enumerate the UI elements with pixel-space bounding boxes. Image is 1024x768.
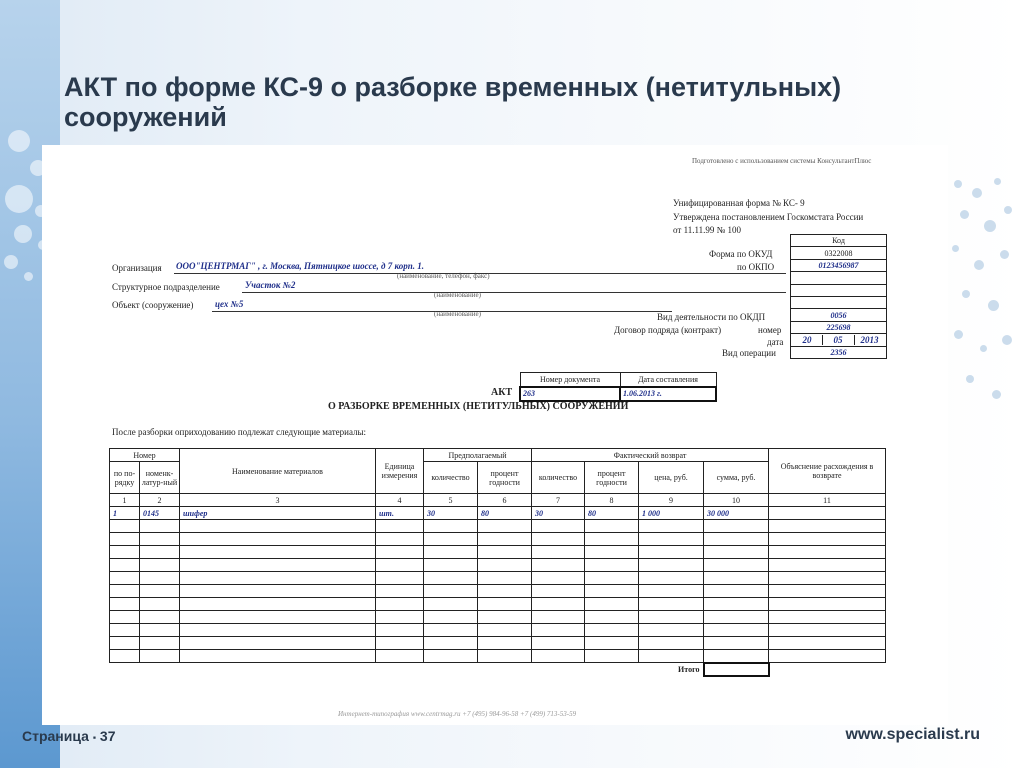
date-day: 20 xyxy=(793,335,823,345)
after-text: После разборки оприходованию подлежат следующие материалы: xyxy=(112,427,367,437)
empty-cell xyxy=(180,520,376,533)
empty-cell xyxy=(110,520,140,533)
empty-cell xyxy=(376,624,424,637)
empty-cell xyxy=(704,559,769,572)
table-row xyxy=(110,650,886,663)
empty-cell xyxy=(110,624,140,637)
code-row-5 xyxy=(791,296,887,308)
document-scan xyxy=(42,145,948,725)
empty-cell xyxy=(376,598,424,611)
date-year: 2013 xyxy=(860,334,879,345)
table-row xyxy=(110,585,886,598)
empty-cell xyxy=(110,598,140,611)
empty-cell xyxy=(532,585,585,598)
cell-price: 1 000 xyxy=(639,507,704,520)
empty-cell xyxy=(585,637,639,650)
code-contract-number: 225698 xyxy=(791,321,887,333)
empty-cell xyxy=(585,572,639,585)
empty-cell xyxy=(376,520,424,533)
empty-cell xyxy=(769,624,886,637)
division-label: Структурное подразделение xyxy=(112,282,220,292)
empty-cell xyxy=(424,585,478,598)
empty-cell xyxy=(424,637,478,650)
empty-cell xyxy=(180,598,376,611)
materials-table xyxy=(109,448,886,677)
empty-cell xyxy=(704,585,769,598)
cell-pct-fact: 80 xyxy=(585,507,639,520)
unified-form-label: Унифицированная форма № КС- 9 xyxy=(673,198,805,208)
empty-cell xyxy=(639,520,704,533)
empty-cell xyxy=(478,650,532,663)
empty-cell xyxy=(769,546,886,559)
empty-cell xyxy=(376,533,424,546)
table-row xyxy=(110,533,886,546)
total-label: Итого xyxy=(678,664,700,674)
empty-cell xyxy=(140,598,180,611)
empty-cell xyxy=(532,650,585,663)
page-number xyxy=(22,728,116,744)
col-number: 4 xyxy=(376,494,424,507)
empty-cell xyxy=(424,598,478,611)
okpo-label: по ОКПО xyxy=(737,262,775,272)
empty-cell xyxy=(376,572,424,585)
contract-date-label: дата xyxy=(767,337,784,347)
empty-cell xyxy=(180,585,376,598)
act-word: АКТ xyxy=(491,387,513,398)
code-okpo: 0123456987 xyxy=(791,259,887,271)
code-box xyxy=(790,234,887,359)
empty-cell xyxy=(585,624,639,637)
empty-cell xyxy=(424,650,478,663)
empty-cell xyxy=(140,559,180,572)
empty-cell xyxy=(180,611,376,624)
doc-date-value: 1.06.2013 г. xyxy=(620,387,716,401)
empty-cell xyxy=(585,546,639,559)
footer-note: Интернет-типография www.centrmag.ru +7 (495) 984-96-58 +7 (499) 713-53-59 xyxy=(338,710,577,718)
contract-label: Договор подряда (контракт) xyxy=(614,325,722,335)
okdp-label: Вид деятельности по ОКДП xyxy=(657,312,766,322)
empty-cell xyxy=(478,585,532,598)
column-number-row xyxy=(110,494,886,507)
empty-cell xyxy=(639,559,704,572)
empty-cell xyxy=(769,520,886,533)
empty-cell xyxy=(110,546,140,559)
cell-explain xyxy=(769,507,886,520)
doc-number-header: Номер документа xyxy=(520,373,620,387)
empty-cell xyxy=(585,650,639,663)
empty-cell xyxy=(532,624,585,637)
contract-number-label: номер xyxy=(758,325,782,335)
page-label: Страница xyxy=(22,728,89,744)
empty-cell xyxy=(478,637,532,650)
empty-cell xyxy=(424,572,478,585)
col-number: 10 xyxy=(704,494,769,507)
empty-cell xyxy=(478,624,532,637)
cell-qty-plan: 30 xyxy=(424,507,478,520)
empty-cell xyxy=(769,559,886,572)
empty-rows xyxy=(110,520,886,663)
col-number: 5 xyxy=(424,494,478,507)
empty-cell xyxy=(424,611,478,624)
cell-name: шифер xyxy=(180,507,376,520)
empty-cell xyxy=(704,598,769,611)
group-actual-header: Фактический возврат xyxy=(532,449,769,462)
empty-cell xyxy=(704,572,769,585)
table-row xyxy=(110,546,886,559)
empty-cell xyxy=(704,533,769,546)
col-number: 1 xyxy=(110,494,140,507)
col-name-header: Наименование материалов xyxy=(180,449,376,494)
total-row xyxy=(110,663,886,676)
empty-cell xyxy=(140,533,180,546)
right-decor-dots xyxy=(944,170,1024,430)
approved-line-1: Утверждена постановлением Госкомстата России xyxy=(673,212,864,222)
empty-cell xyxy=(532,611,585,624)
empty-cell xyxy=(769,598,886,611)
empty-cell xyxy=(769,637,886,650)
table-row xyxy=(110,611,886,624)
page-separator: ▪ xyxy=(92,732,97,743)
empty-cell xyxy=(704,624,769,637)
org-label: Организация xyxy=(112,263,162,273)
empty-cell xyxy=(639,572,704,585)
table-row xyxy=(110,637,886,650)
empty-cell xyxy=(639,611,704,624)
empty-cell xyxy=(639,585,704,598)
empty-cell xyxy=(532,637,585,650)
col-pct-fact-header: процент годности xyxy=(585,462,639,494)
prepared-note: Подготовлено с использованием системы КонсультантПлюс xyxy=(692,157,872,165)
empty-cell xyxy=(585,611,639,624)
empty-cell xyxy=(704,546,769,559)
empty-cell xyxy=(140,611,180,624)
empty-cell xyxy=(478,559,532,572)
empty-cell xyxy=(478,572,532,585)
empty-cell xyxy=(424,624,478,637)
col-number: 9 xyxy=(639,494,704,507)
empty-cell xyxy=(532,559,585,572)
table-row xyxy=(110,520,886,533)
col-number: 11 xyxy=(769,494,886,507)
cell-qty-fact: 30 xyxy=(532,507,585,520)
approved-line-2: от 11.11.99 № 100 xyxy=(673,225,741,235)
col-seq-header: по по-рядку xyxy=(110,462,140,494)
empty-cell xyxy=(424,520,478,533)
doc-number-value: 263 xyxy=(520,387,620,401)
object-value: цех №5 xyxy=(215,299,244,309)
empty-cell xyxy=(639,598,704,611)
empty-cell xyxy=(140,546,180,559)
empty-cell xyxy=(140,585,180,598)
cell-sum: 30 000 xyxy=(704,507,769,520)
empty-cell xyxy=(532,520,585,533)
col-pct-plan-header: процент годности xyxy=(478,462,532,494)
empty-cell xyxy=(639,533,704,546)
empty-cell xyxy=(532,598,585,611)
table-row xyxy=(110,598,886,611)
empty-cell xyxy=(478,520,532,533)
empty-cell xyxy=(110,611,140,624)
empty-cell xyxy=(639,637,704,650)
division-value: Участок №2 xyxy=(245,280,296,290)
col-number: 7 xyxy=(532,494,585,507)
org-value: ООО"ЦЕНТРМАГ" , г. Москва, Пятницкое шоссе, д 7 корп. 1. xyxy=(176,261,424,271)
empty-cell xyxy=(639,546,704,559)
empty-cell xyxy=(704,650,769,663)
empty-cell xyxy=(585,598,639,611)
empty-cell xyxy=(585,559,639,572)
empty-cell xyxy=(180,624,376,637)
empty-cell xyxy=(376,611,424,624)
okud-label: Форма по ОКУД xyxy=(709,249,773,259)
empty-cell xyxy=(532,572,585,585)
empty-cell xyxy=(180,546,376,559)
empty-cell xyxy=(585,520,639,533)
division-hint: (наименование) xyxy=(434,291,481,299)
empty-cell xyxy=(180,533,376,546)
act-title: О РАЗБОРКЕ ВРЕМЕННЫХ (НЕТИТУЛЬНЫХ) СООРУЖЕНИЙ xyxy=(328,401,629,412)
empty-cell xyxy=(769,533,886,546)
empty-cell xyxy=(769,611,886,624)
total-sum-cell xyxy=(704,663,769,676)
cell-seq: 1 xyxy=(110,507,140,520)
empty-cell xyxy=(110,572,140,585)
empty-cell xyxy=(376,559,424,572)
empty-cell xyxy=(376,585,424,598)
empty-cell xyxy=(110,533,140,546)
operation-label: Вид операции xyxy=(722,348,776,358)
empty-cell xyxy=(110,585,140,598)
col-sum-header: сумма, руб. xyxy=(704,462,769,494)
doc-number-table xyxy=(519,372,717,402)
empty-cell xyxy=(478,533,532,546)
empty-cell xyxy=(180,650,376,663)
page-number-value: 37 xyxy=(99,728,116,744)
empty-cell xyxy=(424,533,478,546)
empty-cell xyxy=(180,559,376,572)
empty-cell xyxy=(704,611,769,624)
code-header: Код xyxy=(791,235,887,247)
code-row-4 xyxy=(791,284,887,296)
empty-cell xyxy=(769,650,886,663)
col-unit-header: Единица измерения xyxy=(376,449,424,494)
cell-nom: 0145 xyxy=(140,507,180,520)
empty-cell xyxy=(478,598,532,611)
table-row xyxy=(110,507,886,520)
code-contract-date xyxy=(791,334,887,346)
empty-cell xyxy=(140,650,180,663)
cell-pct-plan: 80 xyxy=(478,507,532,520)
empty-cell xyxy=(180,637,376,650)
empty-cell xyxy=(639,650,704,663)
empty-cell xyxy=(140,637,180,650)
empty-cell xyxy=(478,611,532,624)
doc-date-header: Дата составления xyxy=(620,373,716,387)
col-nom-header: номенк-латур-ный xyxy=(140,462,180,494)
empty-cell xyxy=(585,533,639,546)
col-number: 8 xyxy=(585,494,639,507)
empty-cell xyxy=(585,585,639,598)
col-qty-fact-header: количество xyxy=(532,462,585,494)
empty-cell xyxy=(532,533,585,546)
empty-cell xyxy=(704,637,769,650)
site-link[interactable]: www.specialist.ru xyxy=(845,726,980,743)
table-row xyxy=(110,559,886,572)
empty-cell xyxy=(180,572,376,585)
empty-cell xyxy=(478,546,532,559)
col-number: 2 xyxy=(140,494,180,507)
empty-cell xyxy=(769,585,886,598)
empty-cell xyxy=(424,546,478,559)
code-row-3 xyxy=(791,272,887,284)
empty-cell xyxy=(110,637,140,650)
code-okdp: 0056 xyxy=(791,309,887,321)
cell-unit: шт. xyxy=(376,507,424,520)
table-row xyxy=(110,624,886,637)
col-qty-plan-header: количество xyxy=(424,462,478,494)
object-label: Объект (сооружение) xyxy=(112,300,194,310)
col-price-header: цена, руб. xyxy=(639,462,704,494)
empty-cell xyxy=(140,520,180,533)
date-month: 05 xyxy=(823,335,855,345)
empty-cell xyxy=(376,650,424,663)
empty-cell xyxy=(376,637,424,650)
col-explain-header: Объяснение расхождения в возврате xyxy=(769,449,886,494)
empty-cell xyxy=(110,559,140,572)
group-planned-header: Предполагаемый xyxy=(424,449,532,462)
code-okud: 0322008 xyxy=(791,247,887,259)
slide-title: АКТ по форме КС-9 о разборке временных (нетитульных) сооружений xyxy=(64,72,842,132)
empty-cell xyxy=(140,624,180,637)
empty-cell xyxy=(639,624,704,637)
empty-cell xyxy=(704,520,769,533)
table-row xyxy=(110,572,886,585)
col-number: 3 xyxy=(180,494,376,507)
object-hint: (наименование) xyxy=(434,310,481,318)
code-operation: 2356 xyxy=(791,346,887,358)
empty-cell xyxy=(110,650,140,663)
group-number-header: Номер xyxy=(110,449,180,462)
empty-cell xyxy=(532,546,585,559)
empty-cell xyxy=(424,559,478,572)
empty-cell xyxy=(376,546,424,559)
org-hint: (наименование, телефон, факс) xyxy=(397,272,490,280)
empty-cell xyxy=(140,572,180,585)
col-number: 6 xyxy=(478,494,532,507)
empty-cell xyxy=(769,572,886,585)
